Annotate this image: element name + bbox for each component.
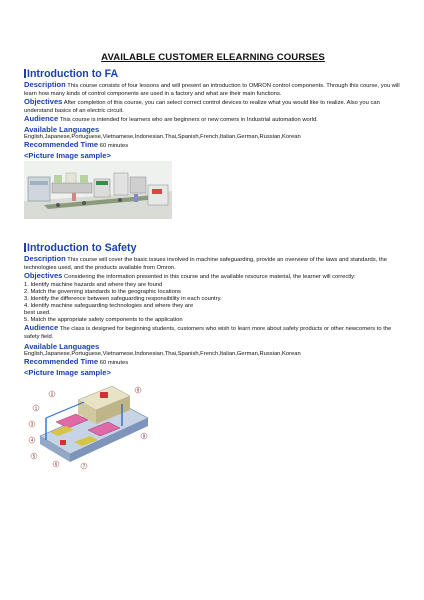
objectives-list xyxy=(24,282,402,325)
course-safety xyxy=(24,242,402,472)
description-paragraph xyxy=(24,255,402,272)
time-label: Recommended Time xyxy=(24,140,99,150)
title-bar xyxy=(24,69,26,78)
callout-7: 7 xyxy=(82,463,86,468)
title-bar xyxy=(24,243,26,252)
course-title-text: Introduction to Safety xyxy=(27,241,137,254)
callout-6: 6 xyxy=(54,461,58,466)
course-title xyxy=(24,68,402,80)
picture-label: <Picture Image sample> xyxy=(24,150,111,160)
list-item: 2. Match the governing standards to the geographic locations xyxy=(24,288,181,295)
list-item: 1. Identify machine hazards and where they are found xyxy=(24,281,163,288)
objectives-text: Considering the information presented in this course and the available resource material, the learner will correctly: xyxy=(64,274,356,281)
objectives-label: Objectives xyxy=(24,271,63,281)
factory-line-illustration xyxy=(24,161,172,219)
callout-4: 4 xyxy=(30,437,34,442)
objectives-label: Objectives xyxy=(24,97,63,107)
audience-label: Audience xyxy=(24,323,59,333)
audience-text: The class is designed for beginning students, customers who wish to learn more about safety products or other newcomers to the safety field. xyxy=(24,326,392,340)
time-paragraph xyxy=(24,358,402,368)
languages-label: Available Languages xyxy=(24,124,100,134)
time-text: 60 minutes xyxy=(99,143,129,150)
callout-1: 1 xyxy=(34,405,38,410)
objectives-text: After completion of this course, you can select correct control devices to realize what you would like to realize. Also you can understand basics of an electric circuit. xyxy=(24,100,380,114)
callout-8: 8 xyxy=(136,387,140,392)
description-paragraph xyxy=(24,81,402,98)
page-title: AVAILABLE CUSTOMER ELEARNING COURSES xyxy=(101,52,325,63)
time-paragraph xyxy=(24,141,402,151)
document-page xyxy=(24,52,402,472)
callout-3: 3 xyxy=(30,421,34,426)
time-text: 60 minutes xyxy=(99,359,129,366)
picture-label: <Picture Image sample> xyxy=(24,367,111,377)
callout-2: 2 xyxy=(50,391,54,396)
languages-text: English,Japanese,Portuguese,Vietnamese,Indonesian,Thai,Spanish,French,Italian,German,Russian,Korean xyxy=(24,133,301,140)
list-item: 4. Identify machine safeguarding technologies and where they are xyxy=(24,303,194,310)
audience-text: This course is intended for learners who are beginners or new comers in Industrial automation world. xyxy=(59,117,318,124)
course-title xyxy=(24,242,402,254)
description-text: This course consists of four lessons and will present an introduction to OMRON control components. Through this course, you will learn how many kinds of control components are used in a factory and what are their main functions. xyxy=(24,83,400,97)
audience-paragraph xyxy=(24,324,402,341)
languages-text: English,Japanese,Portuguese,Vietnamese,Indonesian,Thai,Spanish,French,Italian,German,Russian,Korean xyxy=(24,350,301,357)
languages-label: Available Languages xyxy=(24,341,100,351)
audience-label: Audience xyxy=(24,114,59,124)
callout-5: 5 xyxy=(32,453,36,458)
list-item: 5. Match the appropriate safety components to the application xyxy=(24,317,183,324)
callout-9: 9 xyxy=(142,433,146,438)
time-label: Recommended Time xyxy=(24,356,99,366)
section-gap xyxy=(24,222,402,242)
description-text: This course will cover the basic issues involved in machine safeguarding, provide an overview of the laws and standards, the technologies used, and the products available from Omron. xyxy=(24,256,387,271)
audience-paragraph xyxy=(24,115,402,125)
list-item: best used. xyxy=(24,310,51,317)
objectives-paragraph xyxy=(24,98,402,115)
course-title-text: Introduction to FA xyxy=(27,68,119,80)
safety-machine-illustration xyxy=(26,378,151,472)
description-label: Description xyxy=(24,253,66,263)
description-label: Description xyxy=(24,80,66,89)
list-item: 3. Identify the difference between safeguarding responsibility in each country. xyxy=(24,295,222,302)
objectives-paragraph xyxy=(24,272,402,282)
course-fa xyxy=(24,68,402,242)
